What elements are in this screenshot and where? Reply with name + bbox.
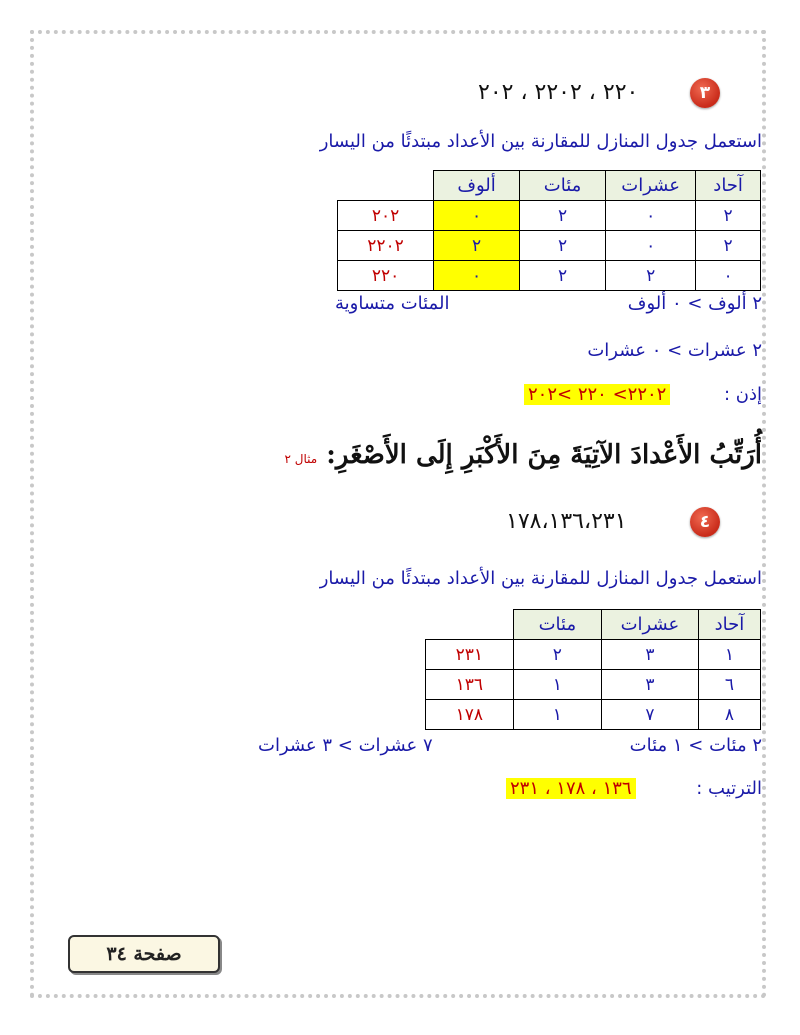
- cell-ones: ٢: [696, 231, 761, 261]
- table-row: [338, 261, 761, 291]
- table-header-row: [426, 610, 761, 640]
- problem-3-hundreds-note: المئات متساوية: [335, 293, 450, 314]
- header-blank: [338, 171, 434, 201]
- cell-tens: ٧: [601, 700, 698, 730]
- table-row: [426, 700, 761, 730]
- cell-ones: ٢: [696, 201, 761, 231]
- cell-tens: ٠: [606, 201, 696, 231]
- problem-3-result-highlight: ٢٢٠٢> ٢٢٠ >٢٠٢: [524, 384, 670, 405]
- cell-hundreds: ٢: [520, 201, 606, 231]
- cell-number: ١٧٨: [426, 700, 514, 730]
- problem-3-place-value-table: [337, 170, 761, 291]
- problem-4-instruction: استعمل جدول المنازل للمقارنة بين الأعداد مبتدئًا من اليسار: [319, 568, 762, 589]
- cell-ones: ٠: [696, 261, 761, 291]
- problem-4-tens-comparison: ٧ عشرات > ٣ عشرات: [258, 735, 433, 756]
- cell-ones: ٨: [698, 700, 760, 730]
- cell-number: ١٣٦: [426, 670, 514, 700]
- table-header-row: [338, 171, 761, 201]
- problem-4-place-value-table: [425, 609, 761, 730]
- problem-3-thousands-comparison: ٢ ألوف > ٠ ألوف: [627, 293, 762, 314]
- cell-hundreds: ٢: [513, 640, 601, 670]
- cell-tens: ٣: [601, 670, 698, 700]
- section-heading: [285, 440, 762, 470]
- cell-tens: ٢: [606, 261, 696, 291]
- table-row: [426, 640, 761, 670]
- heading-text: أُرَتِّبُ الأَعْدادَ الآتِيَةَ مِنَ الأَكْبَرِ إِلَى الأَصْغَرِ:: [326, 440, 762, 470]
- header-tens: عشرات: [601, 610, 698, 640]
- cell-thousands: ٠: [434, 201, 520, 231]
- table-row: [338, 231, 761, 261]
- header-thousands: ألوف: [434, 171, 520, 201]
- header-hundreds: مئات: [520, 171, 606, 201]
- example-label: مثال ٢: [284, 452, 318, 466]
- cell-thousands: ٠: [434, 261, 520, 291]
- cell-number: ٢٣١: [426, 640, 514, 670]
- header-ones: آحاد: [698, 610, 760, 640]
- problem-4-hundreds-comparison: ٢ مئات > ١ مئات: [629, 735, 762, 756]
- cell-thousands: ٢: [434, 231, 520, 261]
- header-blank: [426, 610, 514, 640]
- header-tens: عشرات: [606, 171, 696, 201]
- problem-3-badge: [690, 78, 720, 108]
- cell-number: ٢٠٢: [338, 201, 434, 231]
- problem-3-number: ٣: [699, 83, 711, 103]
- cell-number: ٢٢٠٢: [338, 231, 434, 261]
- cell-ones: ٦: [698, 670, 760, 700]
- problem-3-result-value: [524, 384, 670, 405]
- page-number-box: [68, 935, 220, 973]
- cell-hundreds: ١: [513, 670, 601, 700]
- problem-3-result-label: إذن :: [723, 384, 762, 405]
- cell-hundreds: ٢: [520, 231, 606, 261]
- problem-4-result-value: [506, 778, 636, 799]
- problem-4-numbers: ١٧٨،١٣٦،٢٣١: [506, 509, 627, 534]
- cell-hundreds: ١: [513, 700, 601, 730]
- table-row: [338, 201, 761, 231]
- cell-number: ٢٢٠: [338, 261, 434, 291]
- problem-3-instruction: استعمل جدول المنازل للمقارنة بين الأعداد مبتدئًا من اليسار: [319, 131, 762, 152]
- table-row: [426, 670, 761, 700]
- header-hundreds: مئات: [513, 610, 601, 640]
- problem-4-result-label: الترتيب :: [696, 778, 762, 799]
- problem-4-badge: [690, 507, 720, 537]
- problem-4-result-highlight: ١٣٦ ، ١٧٨ ، ٢٣١: [506, 778, 636, 799]
- cell-hundreds: ٢: [520, 261, 606, 291]
- cell-tens: ٣: [601, 640, 698, 670]
- problem-4-number: ٤: [699, 512, 711, 532]
- cell-ones: ١: [698, 640, 760, 670]
- cell-tens: ٠: [606, 231, 696, 261]
- problem-3-tens-comparison: ٢ عشرات > ٠ عشرات: [587, 340, 762, 361]
- page-number: صفحة ٣٤: [106, 943, 182, 965]
- problem-3-numbers: ٢٢٠ ، ٢٢٠٢ ، ٢٠٢: [478, 80, 639, 105]
- header-ones: آحاد: [696, 171, 761, 201]
